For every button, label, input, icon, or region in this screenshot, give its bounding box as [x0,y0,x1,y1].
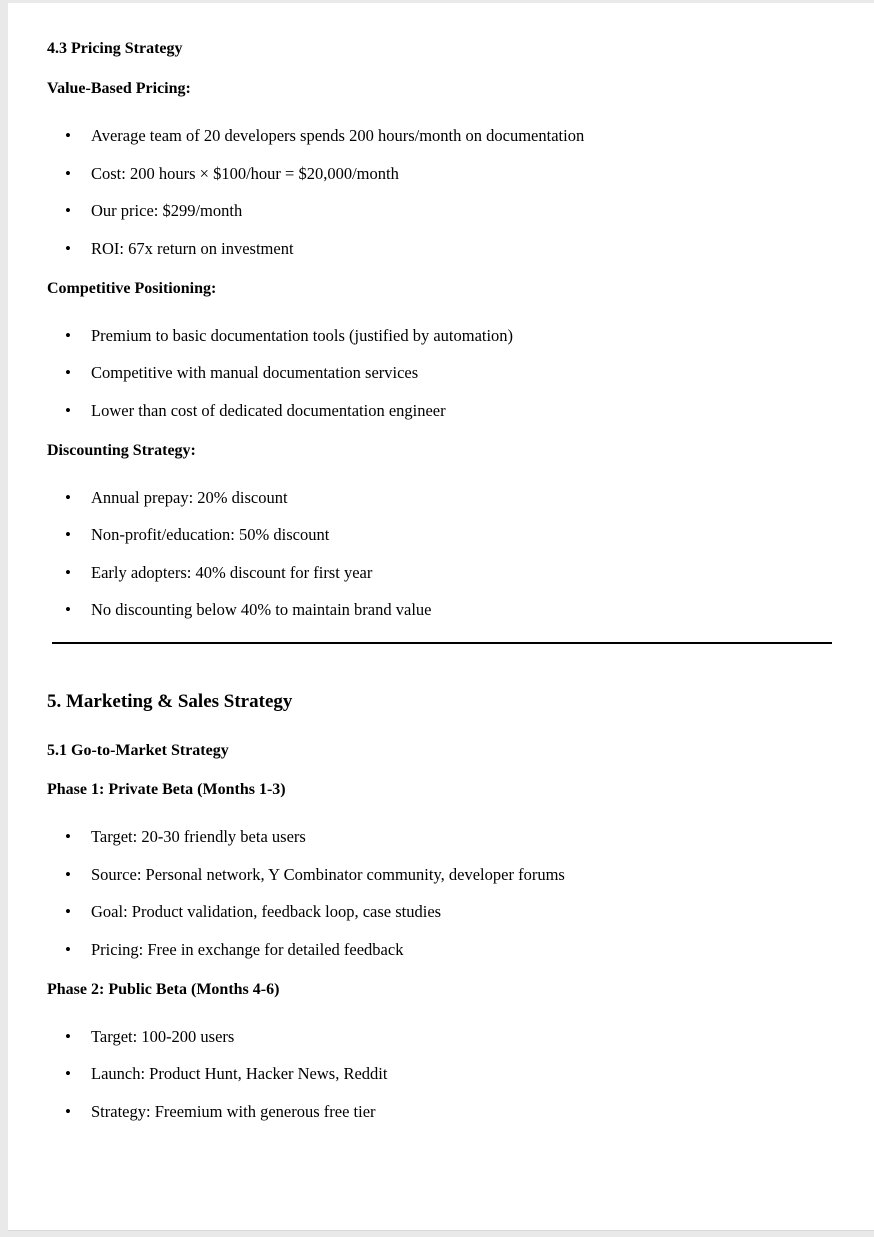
list-item: • Non-profit/education: 50% discount [91,525,832,544]
list-item: • Average team of 20 developers spends 200 hours/month on documentation [91,126,832,145]
list-item: • Pricing: Free in exchange for detailed feedback [91,940,832,959]
list-item: • Source: Personal network, Y Combinator community, developer forums [91,865,832,884]
list-item: • Lower than cost of dedicated documentation engineer [91,401,832,420]
list-item: • ROI: 67x return on investment [91,239,832,258]
section-divider [52,642,832,644]
label-competitive-positioning: Competitive Positioning: [47,279,217,297]
phase-2-list [47,1027,832,1121]
list-item: • Annual prepay: 20% discount [91,488,832,507]
list-item: • Premium to basic documentation tools (justified by automation) [91,326,832,345]
list-item: • Early adopters: 40% discount for first year [91,563,832,582]
list-item: • Launch: Product Hunt, Hacker News, Reddit [91,1064,832,1083]
phase-1-list [47,827,832,959]
discounting-strategy-list [47,488,832,620]
label-phase-1-private-beta: Phase 1: Private Beta (Months 1-3) [47,781,286,798]
label-value-based-pricing: Value-Based Pricing: [47,80,191,97]
heading-5-1-go-to-market-strategy: 5.1 Go-to-Market Strategy [47,742,229,759]
value-based-pricing-list [47,126,832,258]
list-item: • Our price: $299/month [91,201,832,220]
heading-4-3-pricing-strategy: 4.3 Pricing Strategy [47,40,183,57]
list-item: • Target: 100-200 users [91,1027,832,1046]
list-item: • Strategy: Freemium with generous free tier [91,1102,832,1121]
heading-5-marketing-sales-strategy: 5. Marketing & Sales Strategy [47,691,293,712]
list-item: • No discounting below 40% to maintain brand value [91,600,832,619]
competitive-positioning-list [47,326,832,420]
list-item: • Goal: Product validation, feedback loop, case studies [91,902,832,921]
list-item: • Target: 20-30 friendly beta users [91,827,832,846]
label-discounting-strategy: Discounting Strategy: [47,441,196,459]
list-item: • Cost: 200 hours × $100/hour = $20,000/month [91,164,832,183]
list-item: • Competitive with manual documentation services [91,363,832,382]
document-page [8,3,874,1231]
label-phase-2-public-beta: Phase 2: Public Beta (Months 4-6) [47,980,280,998]
